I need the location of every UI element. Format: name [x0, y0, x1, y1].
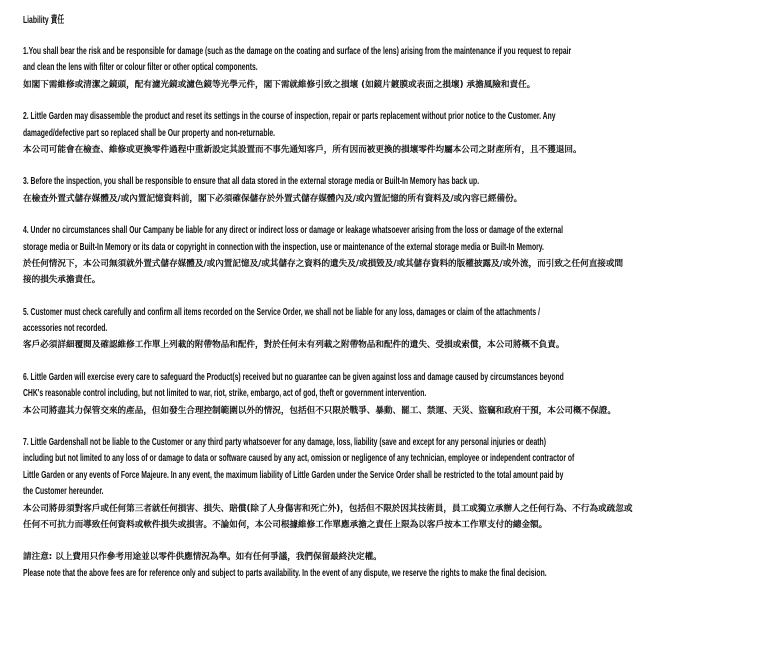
english-text: CHK's reasonable control including, but not limited to war, riot, strike, embargo, act of god, theft or government intervention. — [23, 388, 427, 400]
clause-2 — [23, 107, 753, 156]
spacer — [23, 287, 753, 303]
clause-7 — [23, 433, 753, 531]
english-text: 5. Customer must check carefully and confirm all items recorded on the Service Order, we shall not be liable for any loss, damages or claim of the attachments / — [23, 306, 540, 318]
clause-line — [23, 319, 753, 335]
english-text: storage media or Built-In Memory or its data or copyright in connection with the inspection, use or maintenance of the external storage media or Built-In Memory. — [23, 241, 544, 253]
english-text: Little Garden or any events of Force Majeure. In any event, the maximum liability of Little Garden under the Service Order shall be restricted to the total amount paid by — [23, 469, 564, 481]
english-text: and clean the lens with filter or colour filter or other optical components. — [23, 62, 258, 74]
clause-line — [23, 449, 753, 465]
english-text: 2. Little Garden may disassemble the product and reset its settings in the course of inspection, repair or parts replacement without prior notice to the Customer. Any — [23, 111, 556, 123]
spacer — [23, 156, 753, 172]
clause-line — [23, 172, 753, 188]
clause-3 — [23, 172, 753, 205]
english-text: 4. Under no circumstances shall Our Campany be liable for any direct or indirect loss or damage or leakage whatsoever arising from the loss or damage of the external — [23, 225, 564, 237]
clause-line — [23, 189, 753, 205]
clause-line — [23, 368, 753, 384]
chinese-text: 請注意: 以上費用只作參考用途並以零件供應情況為準。如有任何爭議，我們保留最終決定權。 — [23, 552, 382, 563]
clause-line — [23, 384, 753, 400]
clause-line — [23, 254, 753, 270]
clause-line — [23, 515, 753, 531]
chinese-text: 如閣下需維修或清潔之鏡頭，配有濾光鏡或濾色鏡等光學元件，閣下需就維修引致之損壞 (如鏡片鍍膜或表面之損壞) 承擔風險和責任。 — [23, 79, 536, 90]
english-text: 3. Before the inspection, you shall be responsible to ensure that all data stored in the external storage media or Built-In Memory has back up. — [23, 176, 480, 188]
document-title — [23, 11, 753, 27]
english-text: 6. Little Garden will exercise every care to safeguard the Product(s) received but no guarantee can be given against loss and damage caused by circumstances beyond — [23, 371, 564, 383]
spacer — [23, 205, 753, 221]
clause-line — [23, 303, 753, 319]
english-text: 7. Little Gardenshall not be liable to the Customer or any third party whatsoever for any damage, loss, liability (save and except for any personal injuries or death) — [23, 437, 546, 449]
clause-line — [23, 499, 753, 515]
english-text: damaged/defective part so replaced shall be Our property and non-returnable. — [23, 127, 276, 139]
chinese-text: 本公司可能會在檢查、維修或更換零件過程中重新設定其設置而不事先通知客戶，所有因而被更換的損壞零件均屬本公司之財產所有，且不獲退回。 — [23, 144, 582, 155]
chinese-text: 在檢查外置式儲存媒體及/或內置記憶資料前，閣下必須確保儲存於外置式儲存媒體內及/或內置記憶的所有資料及/或內容已經備份。 — [23, 193, 523, 204]
clause-line — [23, 124, 753, 140]
note-section — [23, 547, 753, 580]
liability-document — [23, 11, 753, 580]
chinese-text: 任何不可抗力而導致任何資料或軟件損失或損害。不論如何，本公司根據維修工作單應承擔之責任上限為以客戶按本工作單支付的總金額。 — [23, 519, 548, 530]
clause-line — [23, 75, 753, 91]
spacer — [23, 91, 753, 107]
clause-line — [23, 547, 753, 563]
chinese-text: 於任何情況下，本公司無須就外置式儲存媒體及/或內置記憶及/或其儲存之資料的遺失及/或損毀及/或其儲存資料的版權披露及/或外流，而引致之任何直接或間 — [23, 258, 624, 269]
clause-line — [23, 140, 753, 156]
chinese-text: 客戶必須詳細覆閱及確認維修工作單上列載的附帶物品和配件，對於任何未有列載之附帶物品和配件的遺失、受損或索償，本公司將概不負責。 — [23, 340, 565, 351]
clause-line — [23, 466, 753, 482]
clause-line — [23, 433, 753, 449]
clause-line — [23, 564, 753, 580]
title-text: Liability 責任 — [23, 15, 65, 26]
clause-5 — [23, 303, 753, 352]
english-text: 1.You shall bear the risk and be responsible for damage (such as the damage on the coating and surface of the lens) arising from the maintenance if you request to repair — [23, 46, 572, 57]
clause-line — [23, 482, 753, 498]
clause-line — [23, 335, 753, 351]
clause-line — [23, 58, 753, 74]
english-text: including but not limited to any loss of or damage to data or software caused by any act, omission or negligence of any technician, employee or independent contractor of — [23, 453, 575, 465]
spacer — [23, 417, 753, 433]
clause-line — [23, 401, 753, 417]
chinese-text: 接的損失承擔責任。 — [23, 275, 101, 286]
english-text: Please note that the above fees are for reference only and subject to parts availability. In the event of any dispute, we reserve the rights to make the final decision. — [23, 567, 547, 579]
clause-1 — [23, 42, 753, 91]
spacer — [23, 352, 753, 368]
clauses — [23, 42, 753, 580]
english-text: the Customer hereunder. — [23, 486, 104, 498]
clause-line — [23, 270, 753, 286]
clause-4 — [23, 221, 753, 287]
clause-line — [23, 42, 753, 58]
chinese-text: 本公司將盡其力保管交來的產品，但如發生合理控制範圍以外的情況，包括但不只限於戰爭、暴動、罷工、禁運、天災、盜竊和政府干預，本公司概不保證。 — [23, 405, 616, 416]
clause-6 — [23, 368, 753, 417]
english-text: accessories not recorded. — [23, 323, 108, 335]
clause-line — [23, 107, 753, 123]
chinese-text: 本公司將毋須對客戶或任何第三者就任何損害、損失、賠償(除了人身傷害和死亡外)，包括但不限於因其技術員，員工或獨立承辦人之任何行為、不行為或疏忽或 — [23, 503, 633, 514]
clause-line — [23, 221, 753, 237]
clause-line — [23, 238, 753, 254]
spacer — [23, 531, 753, 547]
